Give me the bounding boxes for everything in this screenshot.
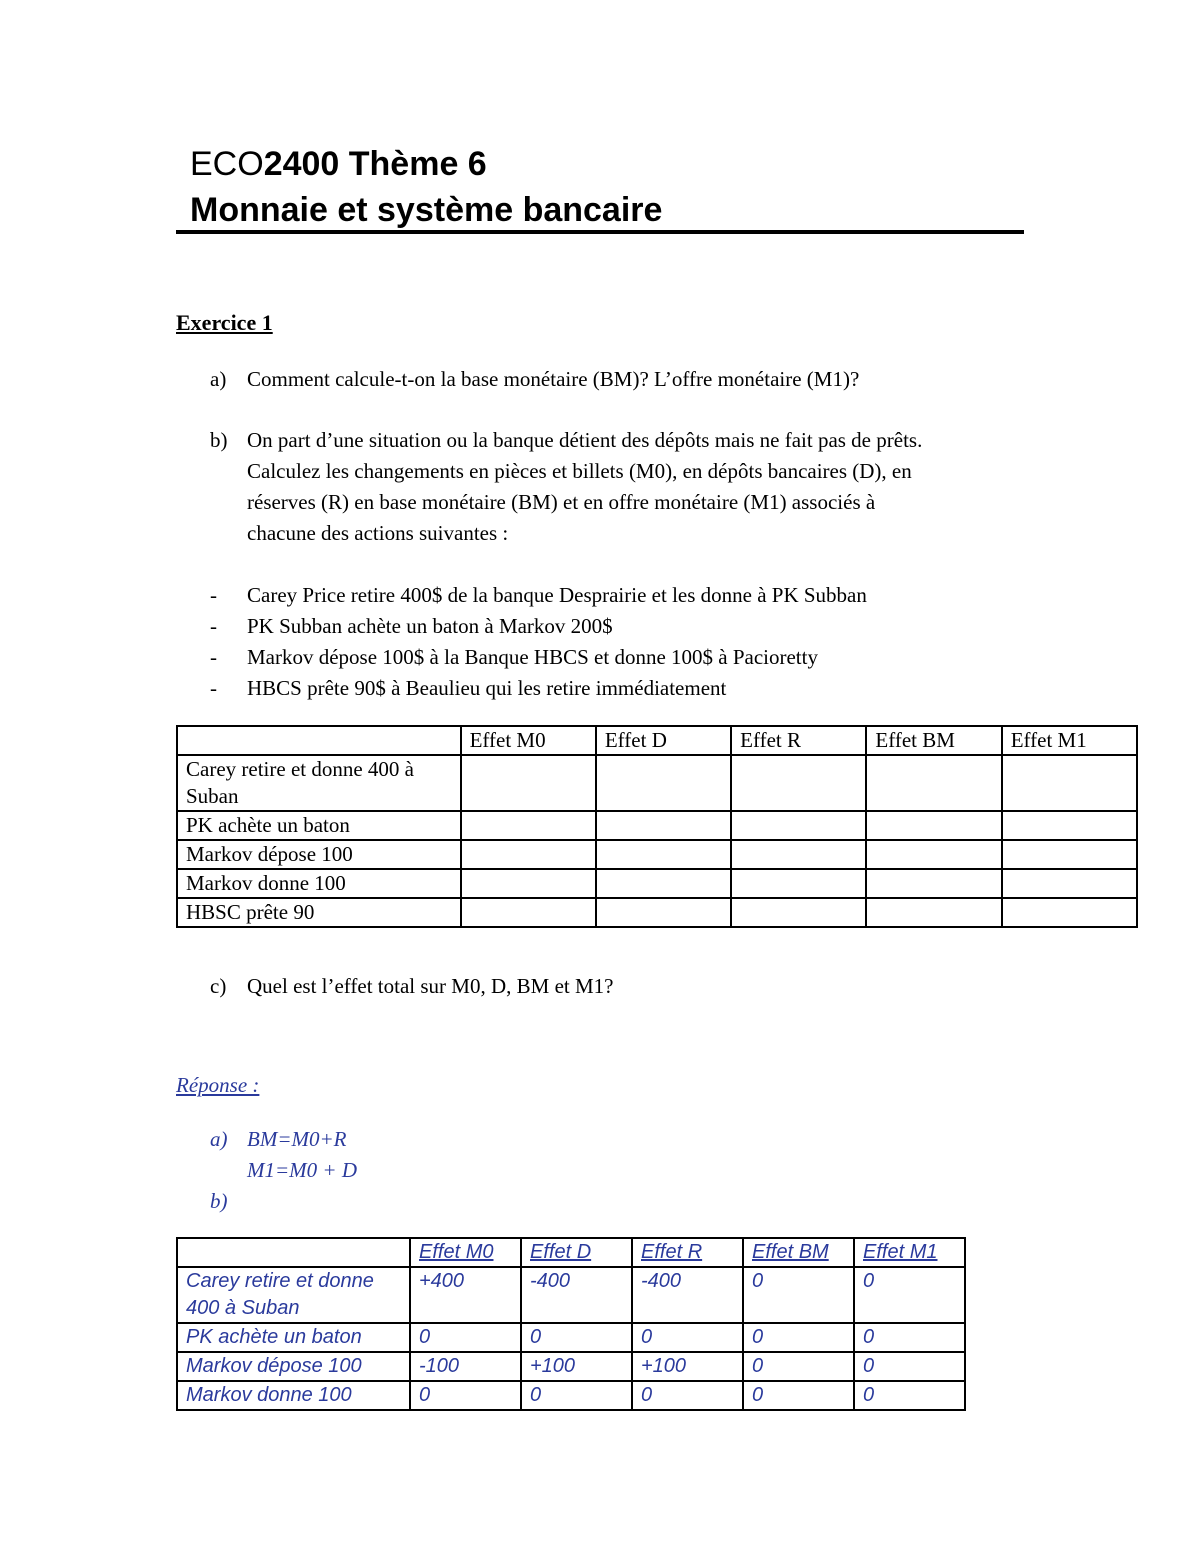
- table-cell: [461, 898, 596, 927]
- table-cell: [866, 840, 1001, 869]
- table-header-cell: Effet BM: [743, 1238, 854, 1267]
- action-text: PK Subban achète un baton à Markov 200$: [247, 614, 613, 638]
- course-code-prefix: ECO: [190, 145, 264, 183]
- question-text-line: Calculez les changements en pièces et billets (M0), en dépôts bancaires (D), en: [247, 459, 912, 483]
- table-row-label: PK achète un baton: [177, 1323, 410, 1352]
- table-cell: [596, 869, 731, 898]
- table-row-label: Markov donne 100: [177, 869, 461, 898]
- table-cell: 0: [410, 1381, 521, 1410]
- table-row: [177, 1323, 965, 1352]
- table-cell: [866, 755, 1001, 811]
- question-text: Comment calcule-t-on la base monétaire (BM)? L’offre monétaire (M1)?: [247, 367, 860, 391]
- table-header-cell: Effet M0: [461, 726, 596, 755]
- table-cell: 0: [854, 1352, 965, 1381]
- table-header-row: [177, 1238, 965, 1267]
- table-cell: 0: [521, 1381, 632, 1410]
- table-header-cell: Effet D: [596, 726, 731, 755]
- question-marker: a): [210, 367, 227, 391]
- table-cell: 0: [854, 1267, 965, 1323]
- table-row: [177, 1267, 965, 1323]
- table-row-label: Carey retire et donne 400 à Suban: [177, 1267, 410, 1323]
- table-row: [177, 898, 1137, 927]
- exercise-table: [176, 725, 1138, 928]
- table-cell: [1002, 898, 1137, 927]
- action-text: HBCS prête 90$ à Beaulieu qui les retire immédiatement: [247, 676, 727, 700]
- table-cell: [866, 869, 1001, 898]
- table-row-label: HBSC prête 90: [177, 898, 461, 927]
- table-row-label: Markov dépose 100: [177, 840, 461, 869]
- bullet-dash: -: [210, 614, 217, 638]
- question-text-line: réserves (R) en base monétaire (BM) et en offre monétaire (M1) associés à: [247, 490, 876, 514]
- action-text: Markov dépose 100$ à la Banque HBCS et donne 100$ à Pacioretty: [247, 645, 818, 669]
- answer-table: [176, 1237, 966, 1411]
- table-cell: 0: [410, 1323, 521, 1352]
- table-row-label: Markov dépose 100: [177, 1352, 410, 1381]
- formula-m1: M1=M0 + D: [247, 1158, 357, 1182]
- table-cell: -400: [521, 1267, 632, 1323]
- title-underline: [176, 230, 1024, 234]
- answer-marker: b): [210, 1189, 228, 1213]
- table-cell: [731, 898, 866, 927]
- question-text: Quel est l’effet total sur M0, D, BM et M1?: [247, 974, 614, 998]
- table-cell: [461, 811, 596, 840]
- document-subtitle: Monnaie et système bancaire: [190, 191, 663, 229]
- table-cell: [596, 811, 731, 840]
- table-cell: 0: [632, 1323, 743, 1352]
- table-cell: [866, 811, 1001, 840]
- table-cell: -100: [410, 1352, 521, 1381]
- table-cell: [1002, 869, 1137, 898]
- table-cell: [731, 869, 866, 898]
- table-header-cell: Effet M0: [410, 1238, 521, 1267]
- table-cell: [596, 755, 731, 811]
- question-marker: c): [210, 974, 227, 998]
- table-cell: [1002, 755, 1137, 811]
- table-cell: [461, 755, 596, 811]
- formula-bm: BM=M0+R: [247, 1127, 347, 1151]
- table-header-cell: [177, 726, 461, 755]
- table-header-cell: [177, 1238, 410, 1267]
- answer-heading: Réponse :: [176, 1073, 260, 1097]
- table-cell: [731, 811, 866, 840]
- table-cell: 0: [854, 1323, 965, 1352]
- question-text-line: chacune des actions suivantes :: [247, 521, 509, 545]
- table-cell: [461, 869, 596, 898]
- bullet-dash: -: [210, 645, 217, 669]
- table-cell: [1002, 840, 1137, 869]
- table-cell: 0: [743, 1352, 854, 1381]
- table-row: [177, 811, 1137, 840]
- question-marker: b): [210, 428, 228, 452]
- table-cell: +400: [410, 1267, 521, 1323]
- question-text-line: On part d’une situation ou la banque détient des dépôts mais ne fait pas de prêts.: [247, 428, 923, 452]
- table-cell: [596, 898, 731, 927]
- table-cell: 0: [521, 1323, 632, 1352]
- table-header-cell: Effet M1: [1002, 726, 1137, 755]
- table-row-label: Markov donne 100: [177, 1381, 410, 1410]
- table-cell: 0: [632, 1381, 743, 1410]
- table-header-cell: Effet BM: [866, 726, 1001, 755]
- table-header-cell: Effet M1: [854, 1238, 965, 1267]
- table-cell: 0: [854, 1381, 965, 1410]
- course-theme: 2400 Thème 6: [263, 145, 487, 183]
- table-cell: 0: [743, 1381, 854, 1410]
- table-row-label: Carey retire et donne 400 à Suban: [177, 755, 461, 811]
- course-title: [190, 142, 487, 186]
- table-cell: [731, 755, 866, 811]
- table-cell: [731, 840, 866, 869]
- bullet-dash: -: [210, 676, 217, 700]
- table-row: [177, 755, 1137, 811]
- answer-marker: a): [210, 1127, 228, 1151]
- table-cell: [596, 840, 731, 869]
- table-cell: 0: [743, 1267, 854, 1323]
- table-row: [177, 1352, 965, 1381]
- table-cell: -400: [632, 1267, 743, 1323]
- table-cell: 0: [743, 1323, 854, 1352]
- table-cell: [866, 898, 1001, 927]
- table-header-cell: Effet D: [521, 1238, 632, 1267]
- table-cell: [461, 840, 596, 869]
- table-cell: +100: [521, 1352, 632, 1381]
- table-row-label: PK achète un baton: [177, 811, 461, 840]
- table-header-cell: Effet R: [731, 726, 866, 755]
- table-row: [177, 840, 1137, 869]
- table-row: [177, 869, 1137, 898]
- action-text: Carey Price retire 400$ de la banque Desprairie et les donne à PK Subban: [247, 583, 867, 607]
- table-cell: +100: [632, 1352, 743, 1381]
- table-header-cell: Effet R: [632, 1238, 743, 1267]
- exercise-heading: Exercice 1: [176, 310, 273, 335]
- table-header-row: [177, 726, 1137, 755]
- table-cell: [1002, 811, 1137, 840]
- bullet-dash: -: [210, 583, 217, 607]
- table-row: [177, 1381, 965, 1410]
